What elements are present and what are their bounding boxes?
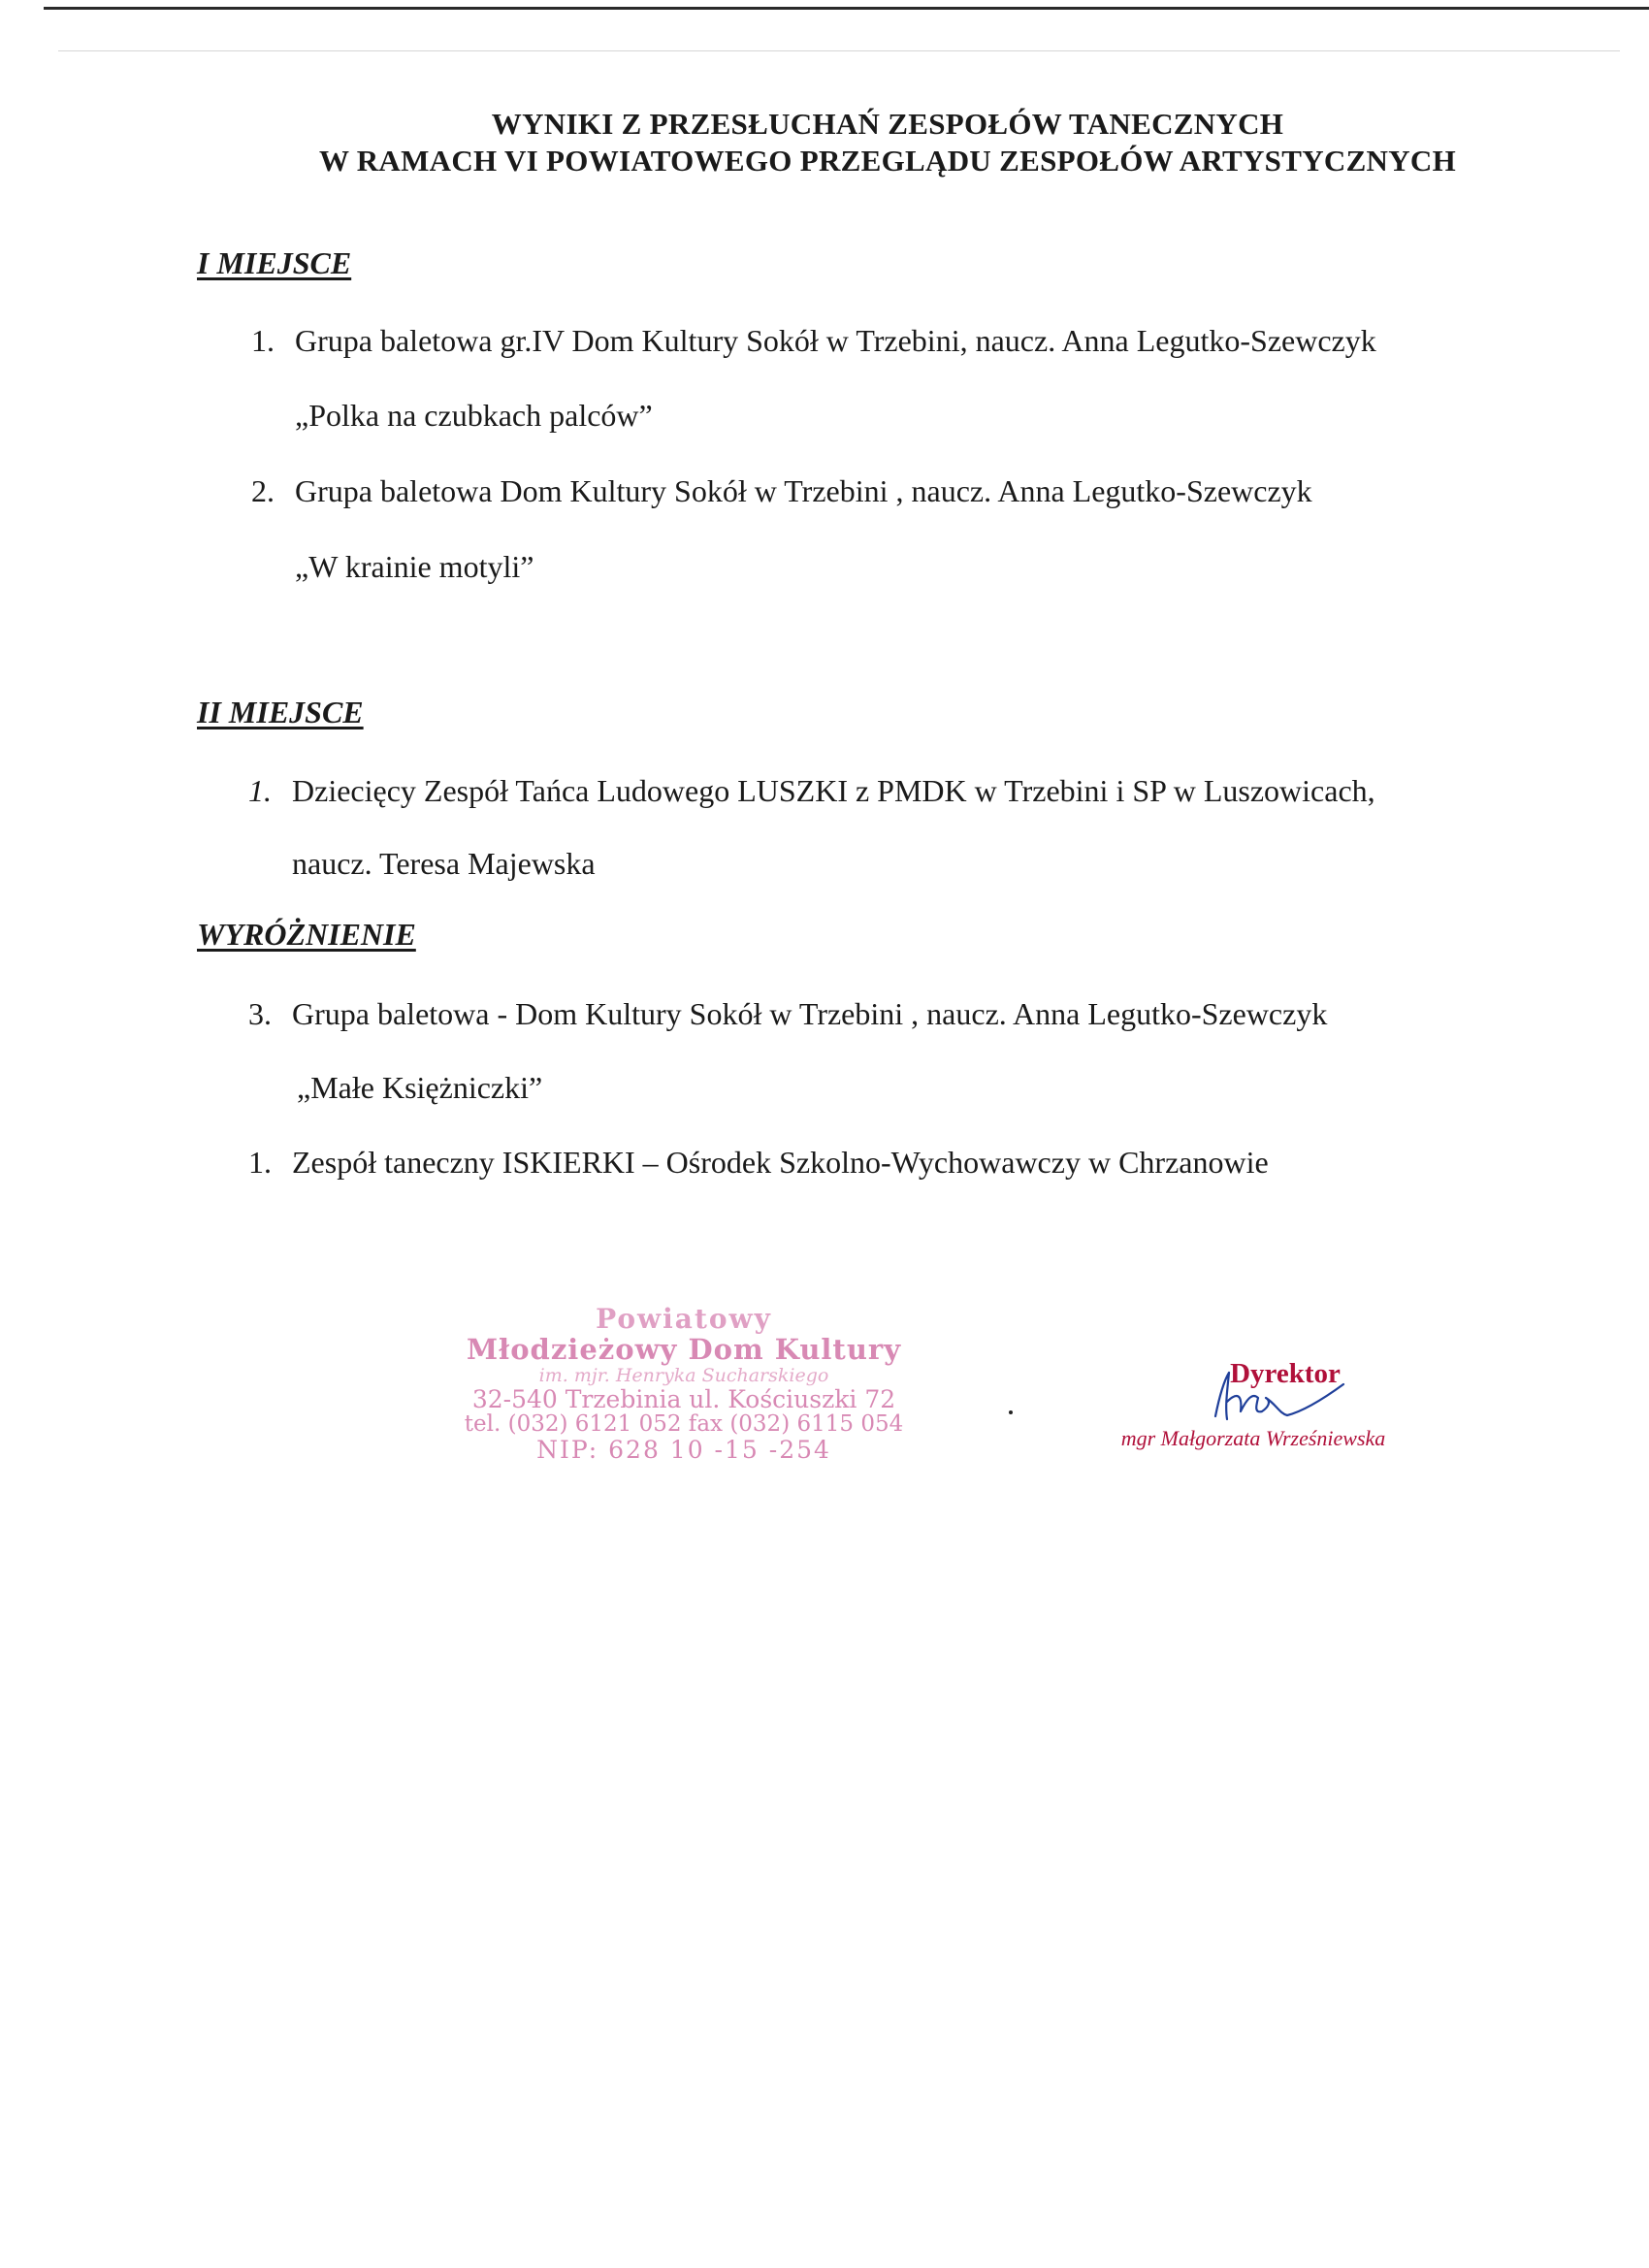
institution-stamp bbox=[456, 1305, 912, 1464]
list-item-subtitle: „Polka na czubkach palców” bbox=[295, 398, 653, 433]
list-item-number: 3. bbox=[248, 996, 272, 1031]
list-item-number: 1. bbox=[251, 323, 275, 358]
list-item-subtitle: „Małe Księżniczki” bbox=[297, 1070, 543, 1105]
list-item-text: Grupa baletowa Dom Kultury Sokół w Trzebini , naucz. Anna Legutko-Szewczyk bbox=[295, 473, 1312, 508]
stamp-line: NIP: 628 10 -15 -254 bbox=[536, 1436, 831, 1465]
list-item-subtitle: naucz. Teresa Majewska bbox=[292, 846, 596, 881]
stamp-line: Młodzieżowy Dom Kultury bbox=[466, 1332, 902, 1366]
document-title-line2: W RAMACH VI POWIATOWEGO PRZEGLĄDU ZESPOŁÓW ARTYSTYCZNYCH bbox=[318, 144, 1457, 178]
section-heading-second-place: II MIEJSCE bbox=[197, 695, 364, 729]
scan-edge-line bbox=[44, 7, 1649, 10]
list-item-number: 1. bbox=[248, 1145, 272, 1180]
stamp-line: Powiatowy bbox=[596, 1303, 772, 1335]
stamp-line: 32-540 Trzebinia ul. Kościuszki 72 bbox=[471, 1384, 896, 1413]
list-item-number: 2. bbox=[251, 473, 275, 508]
list-item-text: Grupa baletowa - Dom Kultury Sokół w Trzebini , naucz. Anna Legutko-Szewczyk bbox=[292, 996, 1328, 1031]
stamp-line: tel. (032) 6121 052 fax (032) 6115 054 bbox=[464, 1411, 904, 1438]
handwritten-signature bbox=[1208, 1363, 1353, 1431]
section-heading-first-place: I MIEJSCE bbox=[197, 245, 352, 280]
list-item-number: 1. bbox=[248, 773, 272, 808]
list-item-text: Grupa baletowa gr.IV Dom Kultury Sokół w Trzebini, naucz. Anna Legutko-Szewczyk bbox=[295, 323, 1376, 358]
list-item-subtitle: „W krainie motyli” bbox=[295, 549, 534, 584]
list-item-text: Zespół taneczny ISKIERKI – Ośrodek Szkolno-Wychowawczy w Chrzanowie bbox=[292, 1145, 1269, 1180]
section-heading-distinction: WYRÓŻNIENIE bbox=[197, 917, 416, 952]
ink-dot bbox=[1009, 1410, 1013, 1414]
director-title: Dyrektor bbox=[1230, 1358, 1341, 1389]
stamp-line: im. mjr. Henryka Sucharskiego bbox=[538, 1364, 829, 1386]
director-name: mgr Małgorzata Wrześniewska bbox=[1120, 1426, 1386, 1450]
scan-faint-line bbox=[58, 50, 1620, 51]
list-item-text: Dziecięcy Zespół Tańca Ludowego LUSZKI z PMDK w Trzebini i SP w Luszowicach, bbox=[292, 773, 1375, 808]
document-title-line1: WYNIKI Z PRZESŁUCHAŃ ZESPOŁÓW TANECZNYCH bbox=[491, 107, 1284, 141]
